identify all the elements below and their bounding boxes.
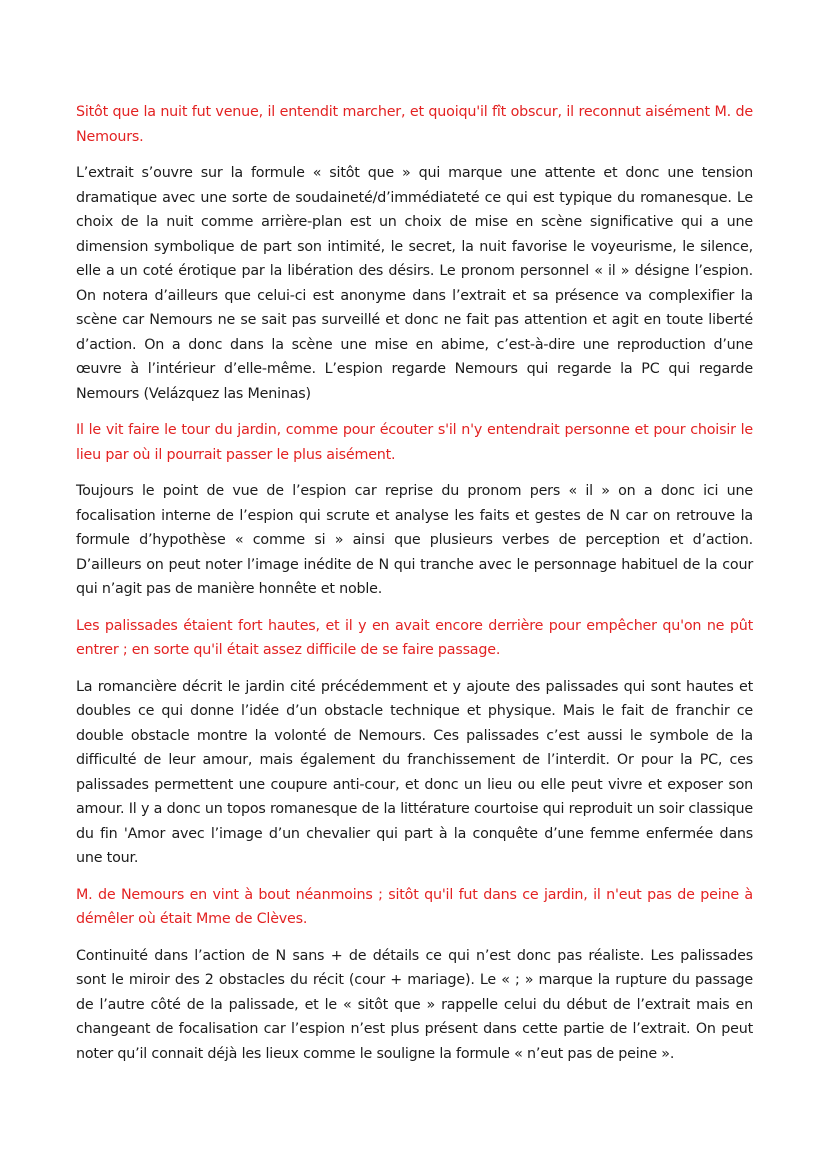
commentary-paragraph-3: La romancière décrit le jardin cité précédemment et y ajoute des palissades qui sont hautes et doubles ce qui donne l’idée d’un obstacle technique et physique. Mais le fait de franchir ce double obstacle montre la volonté de Nemours. Ces palissades c’est aussi le symbole de la difficulté de leur amour, mais également du franchissement de l’interdit. Or pour la PC, ces palissades permettent une coupure anti-cour, et donc un lieu ou elle peut vivre et exposer son amour. Il y a donc un topos romanesque de la littérature courtoise qui reproduit un soir classique du fin 'Amor avec l’image d’un chevalier qui part à la conquête d’une femme enfermée dans une tour. [76, 678, 753, 866]
document-body [76, 100, 753, 1078]
commentary-paragraph-4: Continuité dans l’action de N sans + de détails ce qui n’est donc pas réaliste. Les palissades sont le miroir des 2 obstacles du récit (cour + mariage). Le « ; » marque la rupture du passage de l’autre côté de la palissade, et le « sitôt que » rappelle celui du début de l’extrait mais en changeant de focalisation car l’espion n’est plus présent dans cette partie de l’extrait. On peut noter qu’il connait déjà les lieux comme le souligne la formule « n’eut pas de peine ». [76, 947, 753, 1062]
quote-paragraph-3: Les palissades étaient fort hautes, et il y en avait encore derrière pour empêcher qu'on ne pût entrer ; en sorte qu'il était assez difficile de se faire passage. [76, 617, 753, 658]
quote-paragraph-2: Il le vit faire le tour du jardin, comme pour écouter s'il n'y entendrait personne et pour choisir le lieu par où il pourrait passer le plus aisément. [76, 422, 753, 463]
commentary-paragraph-2: Toujours le point de vue de l’espion car reprise du pronom pers « il » on a donc ici une focalisation interne de l’espion qui scrute et analyse les faits et gestes de N car on retrouve la formule d’hypothèse « comme si » ainsi que plusieurs verbes de perception et d’action. D’ailleurs on peut noter l’image inédite de N qui tranche avec le personnage habituel de la cour qui n’agit pas de manière honnête et noble. [76, 483, 753, 597]
quote-paragraph-4: M. de Nemours en vint à bout néanmoins ; sitôt qu'il fut dans ce jardin, il n'eut pas de peine à démêler où était Mme de Clèves. [76, 886, 753, 927]
quote-paragraph-1: Sitôt que la nuit fut venue, il entendit marcher, et quoiqu'il fît obscur, il reconnut aisément M. de Nemours. [76, 104, 753, 145]
commentary-paragraph-1: L’extrait s’ouvre sur la formule « sitôt que » qui marque une attente et donc une tension dramatique avec une sorte de soudaineté/d’immédiateté ce qui est typique du romanesque. Le choix de la nuit comme arrière-plan est un choix de mise en scène significative qui a une dimension symbolique de part son intimité, le secret, la nuit favorise le voyeurisme, le silence, elle a un coté érotique par la libération des désirs. Le pronom personnel « il » désigne l’espion. On notera d’ailleurs que celui-ci est anonyme dans l’extrait et sa présence va complexifier la scène car Nemours ne se sait pas surveillé et donc ne fait pas attention et agit en toute liberté d’action. On a donc dans la scène une mise en abime, c’est-à-dire une reproduction d’une œuvre à l’intérieur d’elle-même. L’espion regarde Nemours qui regarde la PC qui regarde Nemours (Velázquez las Meninas) [76, 165, 753, 402]
